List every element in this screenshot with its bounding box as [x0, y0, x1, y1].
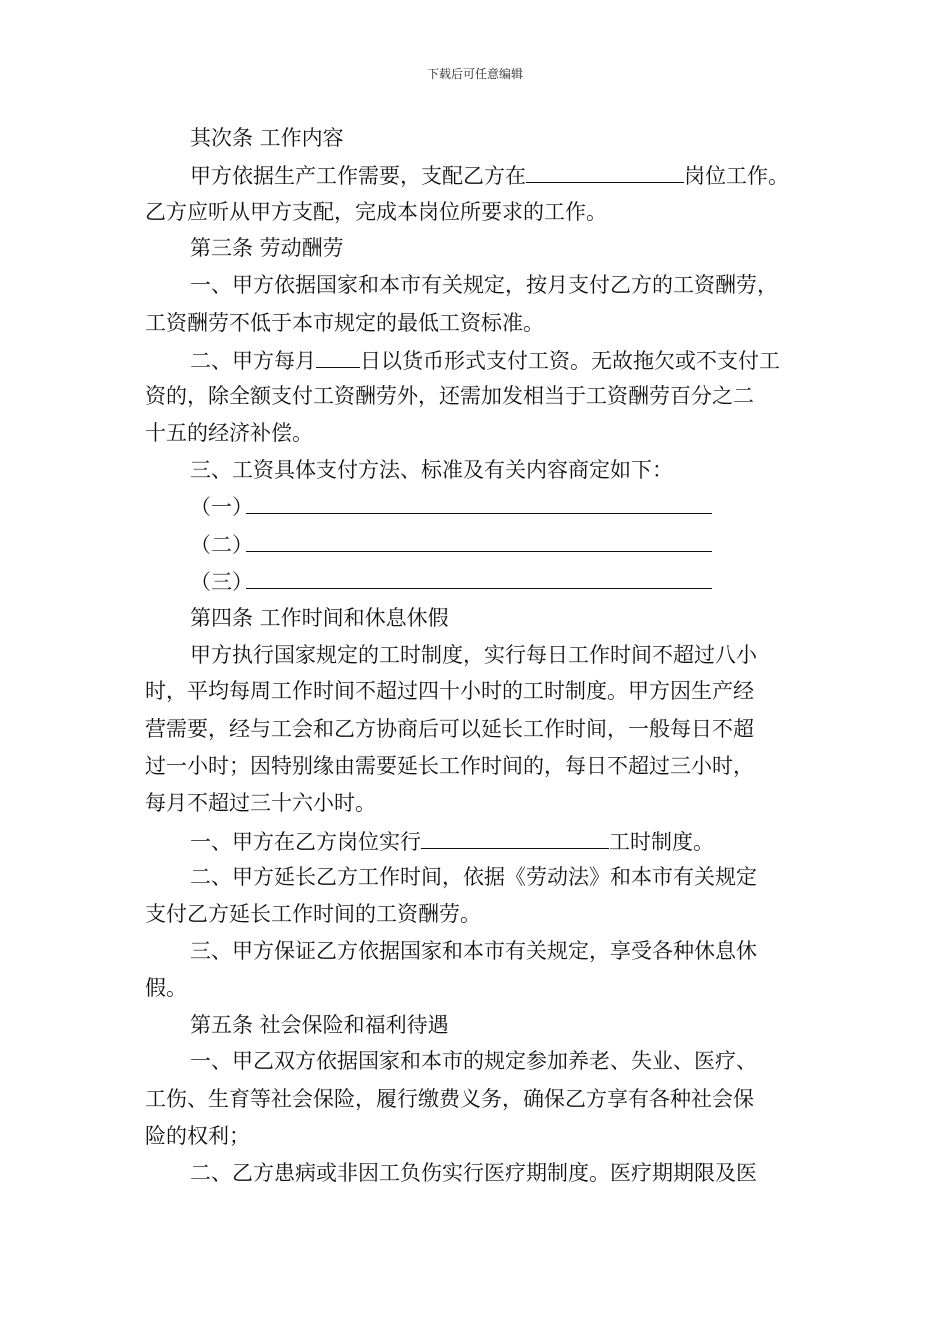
article-3-item-2-line	[190, 345, 780, 375]
article-2-heading: 其次条 工作内容	[190, 126, 344, 150]
article-4-item-1-line	[190, 826, 714, 856]
row-number: （一）	[190, 495, 253, 519]
text-segment: 甲方依据生产工作需要，支配乙方在	[190, 164, 526, 188]
article-4-heading: 第四条 工作时间和休息休假	[190, 606, 449, 630]
article-3-item-2-line: 十五的经济补偿。	[145, 421, 313, 445]
wage-term-row-3	[190, 566, 712, 596]
article-5-item-1-line: 一、甲乙双方依据国家和本市的规定参加养老、失业、医疗、	[190, 1049, 757, 1073]
article-3-heading: 第三条 劳动酬劳	[190, 236, 344, 260]
article-3-item-1-line: 一、甲方依据国家和本市有关规定，按月支付乙方的工资酬劳，	[190, 273, 778, 297]
article-2-para-line: 乙方应听从甲方支配，完成本岗位所要求的工作。	[145, 200, 607, 224]
hours-system-blank-field[interactable]	[421, 826, 609, 849]
article-4-para-line: 营需要，经与工会和乙方协商后可以延长工作时间，一般每日不超	[145, 717, 754, 741]
text-segment: 岗位工作。	[684, 164, 789, 188]
article-4-para-line: 过一小时；因特别缘由需要延长工作时间的，每日不超过三小时，	[145, 754, 754, 778]
text-segment: 工时制度。	[609, 830, 714, 854]
article-3-item-3-line: 三、工资具体支付方法、标准及有关内容商定如下：	[190, 458, 673, 482]
text-segment: 日以货币形式支付工资。无故拖欠或不支付工	[360, 349, 780, 373]
row-number: （三）	[190, 570, 253, 594]
wage-term-row-2	[190, 529, 712, 559]
article-4-item-2-line: 二、甲方延长乙方工作时间，依据《劳动法》和本市有关规定	[190, 865, 757, 889]
row-number: （二）	[190, 533, 253, 557]
article-5-item-1-line: 工伤、生育等社会保险，履行缴费义务，确保乙方享有各种社会保	[145, 1087, 754, 1111]
pay-day-blank-field[interactable]	[316, 345, 360, 368]
wage-term-blank-field[interactable]	[246, 566, 712, 589]
article-3-item-2-line: 资的，除全额支付工资酬劳外，还需加发相当于工资酬劳百分之二	[145, 384, 754, 408]
wage-term-blank-field[interactable]	[246, 491, 712, 514]
article-4-para-line: 时，平均每周工作时间不超过四十小时的工时制度。甲方因生产经	[145, 679, 754, 703]
article-4-item-2-line: 支付乙方延长工作时间的工资酬劳。	[145, 902, 481, 926]
article-4-item-3-line: 假。	[145, 976, 187, 1000]
article-2-para-line	[190, 160, 789, 190]
article-5-item-2-line: 二、乙方患病或非因工负伤实行医疗期制度。医疗期期限及医	[190, 1161, 757, 1185]
wage-term-blank-field[interactable]	[246, 529, 712, 552]
article-4-item-3-line: 三、甲方保证乙方依据国家和本市有关规定，享受各种休息休	[190, 939, 757, 963]
page-header: 下载后可任意编辑	[426, 67, 523, 81]
text-segment: 一、甲方在乙方岗位实行	[190, 830, 421, 854]
text-segment: 二、甲方每月	[190, 349, 316, 373]
article-5-item-1-line: 险的权利；	[145, 1124, 250, 1148]
article-5-heading: 第五条 社会保险和福利待遇	[190, 1013, 449, 1037]
post-blank-field[interactable]	[526, 160, 684, 183]
wage-term-row-1	[190, 491, 712, 521]
article-3-item-1-line: 工资酬劳不低于本市规定的最低工资标准。	[145, 311, 544, 335]
article-4-para-line: 甲方执行国家规定的工时制度，实行每日工作时间不超过八小	[190, 643, 757, 667]
article-4-para-line: 每月不超过三十六小时。	[145, 791, 376, 815]
